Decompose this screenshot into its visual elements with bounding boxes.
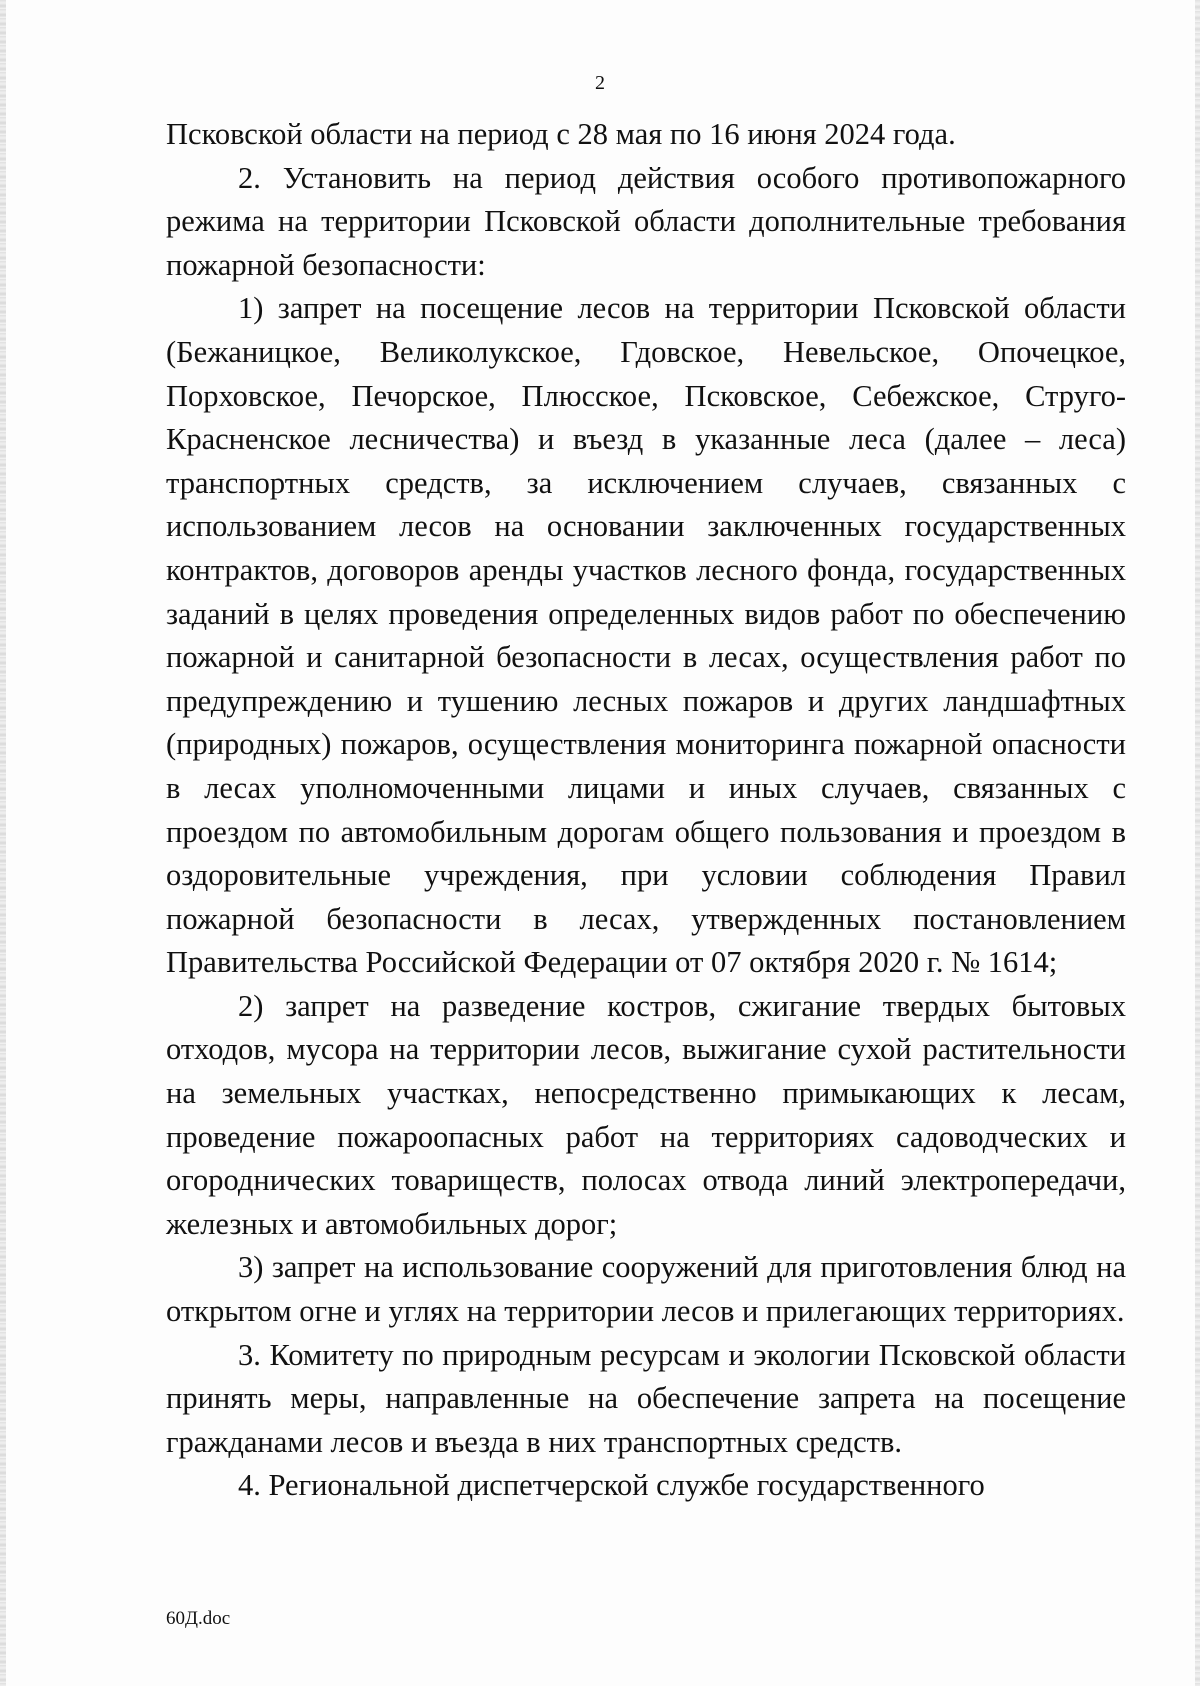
paragraph-subitem-3: 3) запрет на использование сооружений для приготовления блюд на открытом огне и углях на территории лесов и прилегающих территориях. <box>166 1250 1126 1329</box>
paragraph-item-2: 2. Установить на период действия особого противопожарного режима на территории Псковской области дополнительные требования пожарной безопасности: <box>166 160 1126 282</box>
document-body <box>166 113 1126 1508</box>
paragraph-subitem-1: 1) запрет на посещение лесов на территории Псковской области (Бежаницкое, Великолукское, Гдовское, Невельское, Опочецкое, Порховское, Печорское, Плюсское, Псковское, Себежское, Струго-Красненское лесничества) и въезд в указанные леса (далее – леса) транспортных средств, за исключением случаев, связанных с использованием лесов на основании заключенных государственных контрактов, договоров аренды участков лесного фонда, государственных заданий в целях проведения определенных видов работ по обеспечению пожарной и санитарной безопасности в лесах, осуществления работ по предупреждению и тушению лесных пожаров и других ландшафтных (природных) пожаров, осуществления мониторинга пожарной опасности в лесах уполномоченными лицами и иных случаев, связанных с проездом по автомобильным дорогам общего пользования и проездом в оздоровительные учреждения, при условии соблюдения Правил пожарной безопасности в лесах, утвержденных постановлением Правительства Российской Федерации от 07 октября 2020 г. № 1614; <box>166 291 1126 980</box>
footer-filename: 60Д.doc <box>166 1608 231 1629</box>
paragraph-subitem-2: 2) запрет на разведение костров, сжигание твердых бытовых отходов, мусора на территории лесов, выжигание сухой растительности на земельных участках, непосредственно примыкающих к лесам, проведение пожароопасных работ на территориях садоводческих и огороднических товариществ, полосах отвода линий электропередачи, железных и автомобильных дорог; <box>166 988 1126 1241</box>
paragraph-continuation: Псковской области на период с 28 мая по 16 июня 2024 года. <box>166 117 956 151</box>
page-number: 2 <box>595 72 605 94</box>
paragraph-item-4: 4. Региональной диспетчерской службе государственного <box>238 1468 985 1503</box>
scan-edge-right <box>1195 0 1200 1686</box>
scan-edge-left <box>0 0 6 1686</box>
paragraph-item-3: 3. Комитету по природным ресурсам и экологии Псковской области принять меры, направленные на обеспечение запрета на посещение гражданами лесов и въезда в них транспортных средств. <box>166 1337 1126 1459</box>
